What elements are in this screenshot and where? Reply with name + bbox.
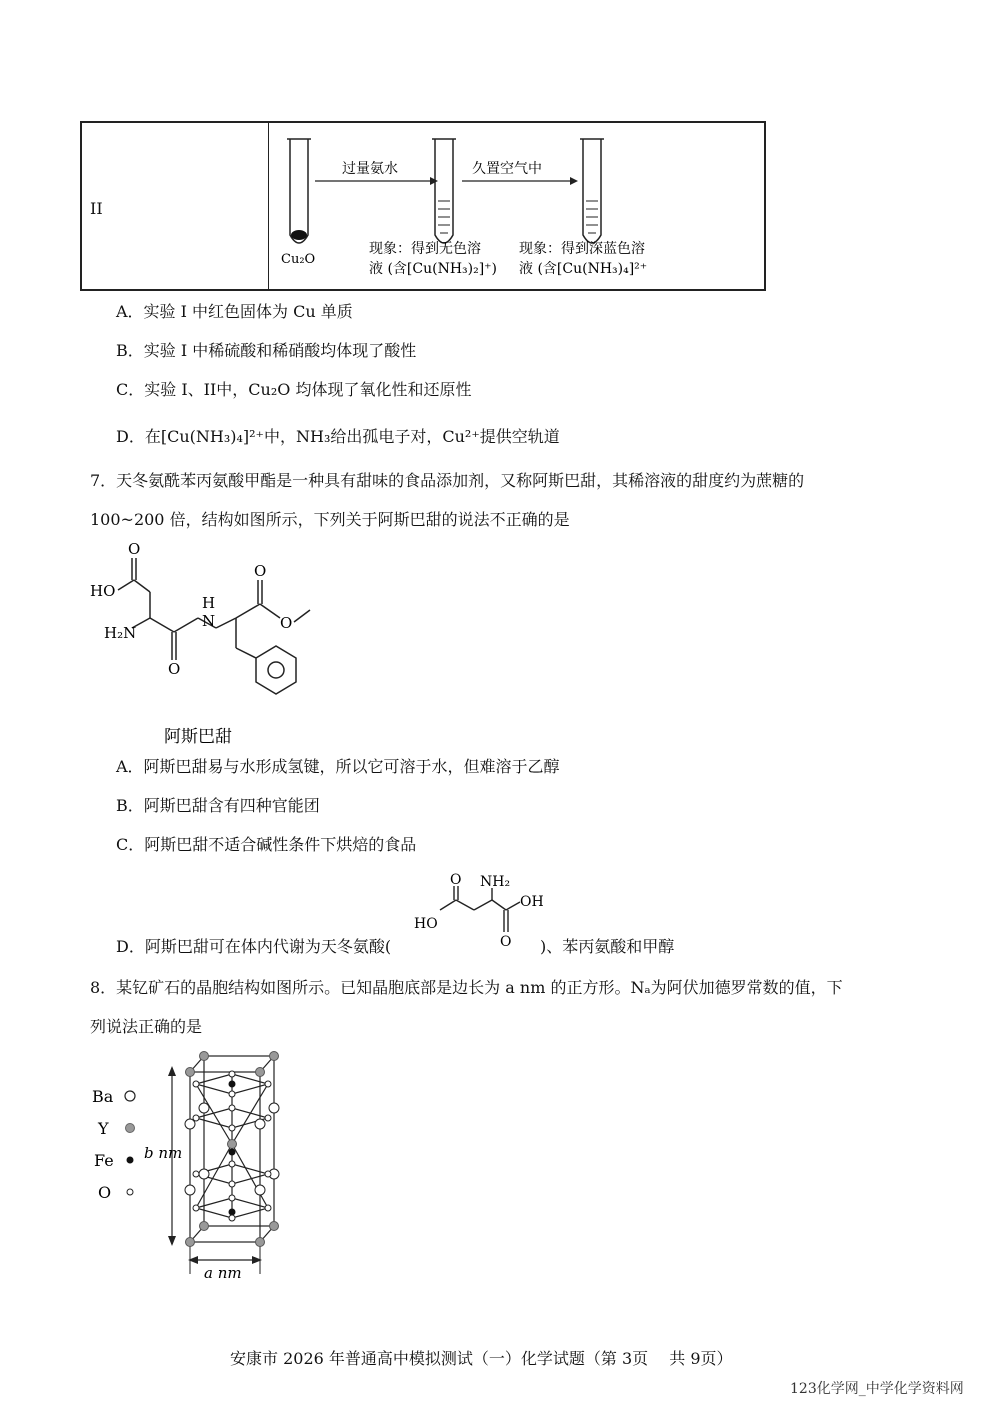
- q6-option-d: D．在[Cu(NH₃)₄]²⁺中，NH₃给出孤电子对，Cu²⁺提供空轨道: [116, 427, 560, 446]
- table-divider: [268, 123, 269, 289]
- experiment-table: [80, 121, 766, 291]
- row-label: II: [90, 199, 103, 218]
- legend-ba-symbol: [125, 1091, 135, 1101]
- legend-fe: Fe: [94, 1151, 114, 1170]
- atom-ho: HO: [90, 582, 116, 600]
- obs2-line2: 液 (含[Cu(NH₃)₄]²⁺: [519, 261, 648, 277]
- legend-o-symbol: [127, 1189, 133, 1195]
- aspartic-acid-structure: [412, 870, 552, 950]
- atom-n: N: [202, 612, 216, 630]
- watermark: 123化学网_中学化学资料网: [790, 1381, 964, 1397]
- legend-ba: Ba: [92, 1087, 114, 1106]
- atom-h2n: H₂N: [104, 624, 137, 642]
- obs2-line1: 现象：得到深蓝色溶: [519, 241, 645, 257]
- atom-o-ester: O: [254, 562, 267, 580]
- q7-stem-line1: 7．天冬氨酰苯丙氨酸甲酯是一种具有甜味的食品添加剂，又称阿斯巴甜，其稀溶液的甜度约为蔗糖的: [90, 471, 805, 490]
- structure-caption: 阿斯巴甜: [164, 727, 232, 747]
- dim-a-label: a nm: [204, 1264, 242, 1282]
- aspartame-structure: [88, 540, 328, 750]
- q6-option-c: C．实验 I、II中，Cu₂O 均体现了氧化性和还原性: [116, 380, 472, 399]
- q6-option-b: B．实验 I 中稀硫酸和稀硝酸均体现了酸性: [116, 341, 417, 360]
- asp-nh2: NH₂: [480, 874, 511, 890]
- arrow1-label: 过量氨水: [342, 161, 398, 177]
- obs1-line2: 液 (含[Cu(NH₃)₂]⁺): [369, 261, 498, 277]
- q7-option-c: C．阿斯巴甜不适合碱性条件下烘焙的食品: [116, 835, 417, 854]
- obs1-line1: 现象：得到无色溶: [369, 241, 481, 257]
- legend-fe-symbol: [127, 1157, 134, 1164]
- q7-stem-line2: 100~200 倍，结构如图所示，下列关于阿斯巴甜的说法不正确的是: [90, 510, 570, 529]
- arrow2-label: 久置空气中: [472, 161, 542, 177]
- q7-option-b: B．阿斯巴甜含有四种官能团: [116, 796, 320, 815]
- legend-o: O: [98, 1183, 112, 1202]
- q7-option-d-pre: D．阿斯巴甜可在体内代谢为天冬氨酸(: [116, 937, 392, 956]
- atom-h: H: [202, 594, 216, 612]
- atom-o-methoxy: O: [280, 614, 293, 632]
- legend-y: Y: [98, 1119, 109, 1138]
- test-tube-diagram: [270, 123, 764, 289]
- page-footer: 安康市 2026 年普通高中模拟测试（一）化学试题（第 3页 共 9页）: [230, 1349, 733, 1368]
- q7-option-a: A．阿斯巴甜易与水形成氢键，所以它可溶于水，但难溶于乙醇: [116, 757, 560, 776]
- atom-o-top: O: [128, 540, 141, 558]
- q8-stem-line1: 8．某钇矿石的晶胞结构如图所示。已知晶胞底部是边长为 a nm 的正方形。Nₐ为阿伏加德罗常数的值，下: [90, 978, 843, 997]
- asp-oh: OH: [520, 894, 544, 910]
- asp-ho: HO: [414, 916, 438, 932]
- legend-y-symbol: [126, 1124, 135, 1133]
- q7-option-d-post: )、苯丙氨酸和甲醇: [540, 937, 675, 956]
- dim-b-label: b nm: [144, 1144, 183, 1162]
- asp-o-top: O: [450, 872, 462, 888]
- q8-stem-line2: 列说法正确的是: [90, 1017, 203, 1036]
- atom-o-amide: O: [168, 660, 181, 678]
- crystal-cell-diagram: [86, 1048, 306, 1284]
- q6-option-a: A．实验 I 中红色固体为 Cu 单质: [116, 302, 353, 321]
- cu2o-label: Cu₂O: [281, 252, 316, 267]
- asp-o-bottom: O: [500, 934, 512, 950]
